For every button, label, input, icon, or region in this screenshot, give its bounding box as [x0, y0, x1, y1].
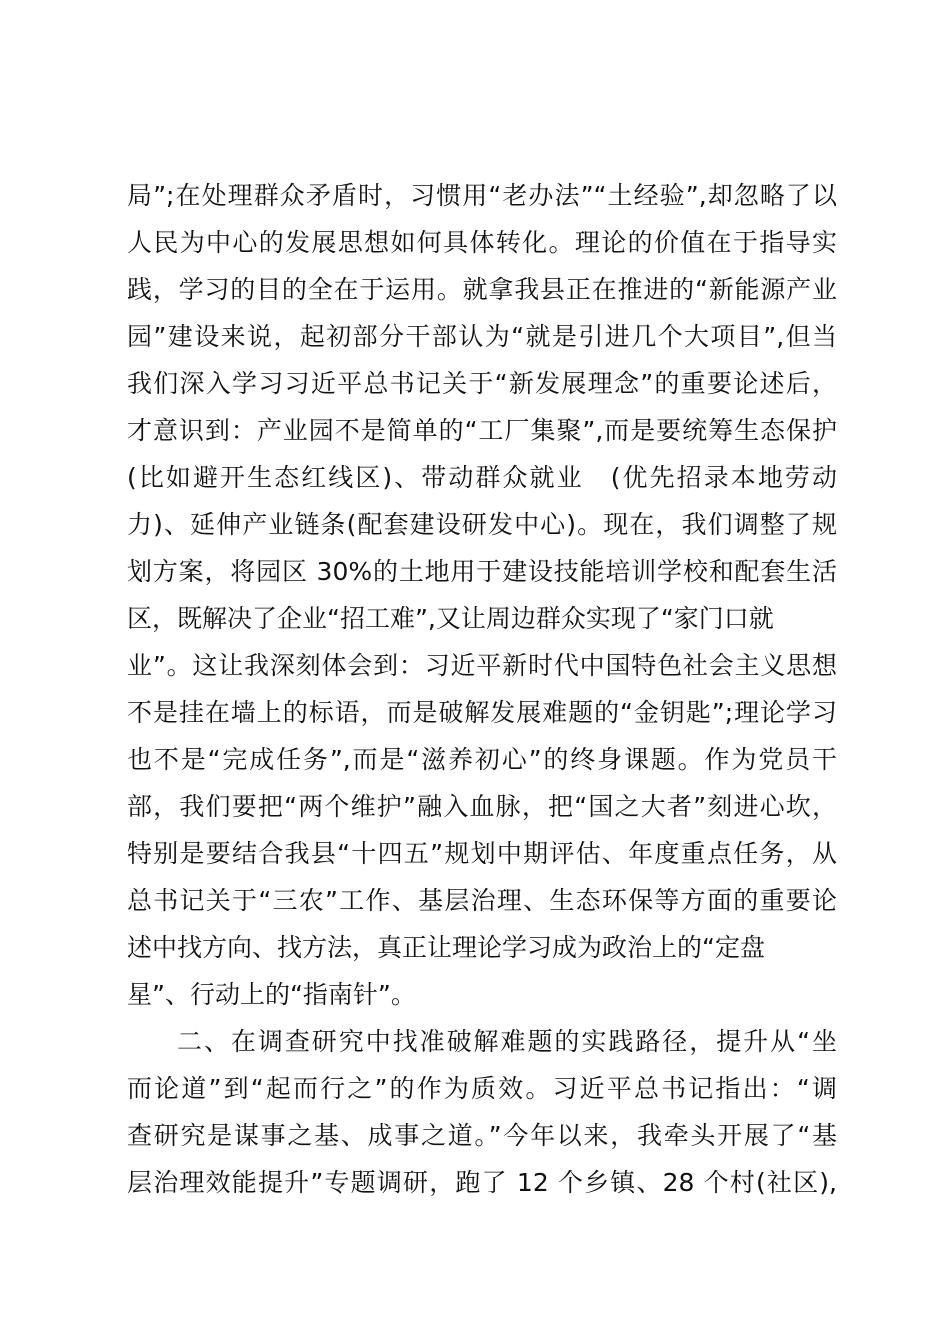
body-line: 述中找方向、找方法，真正让理论学习成为政治上的“定盘 — [127, 933, 765, 962]
body-line: 我们深入学习习近平总书记关于“新发展理念”的重要论述后， — [127, 369, 837, 398]
document-body — [127, 172, 837, 1206]
body-line: 而论道”到“起而行之”的作为质效。习近平总书记指出：“调 — [127, 1074, 837, 1103]
body-line: 局”;在处理群众矛盾时，习惯用“老办法”“土经验”,却忽略了以 — [127, 181, 837, 210]
body-line: 践，学习的目的全在于运用。就拿我县正在推进的“新能源产业 — [127, 275, 837, 304]
body-line: 也不是“完成任务”,而是“滋养初心”的终身课题。作为党员干 — [127, 745, 837, 774]
body-line: 园”建设来说，起初部分干部认为“就是引进几个大项目”,但当 — [127, 322, 837, 351]
section-heading-line: 二、在调查研究中找准破解难题的实践路径，提升从“坐 — [177, 1027, 837, 1056]
body-line: 特别是要结合我县“十四五”规划中期评估、年度重点任务，从 — [127, 839, 837, 868]
body-line: 部，我们要把“两个维护”融入血脉，把“国之大者”刻进心坎， — [127, 792, 837, 821]
body-line: 人民为中心的发展思想如何具体转化。理论的价值在于指导实 — [127, 228, 837, 257]
body-line: 星”、行动上的“指南针”。 — [127, 980, 416, 1009]
body-line: 才意识到：产业园不是简单的“工厂集聚”,而是要统筹生态保护 — [127, 416, 837, 445]
body-line: 总书记关于“三农”工作、基层治理、生态环保等方面的重要论 — [127, 886, 837, 915]
body-line: 力)、延伸产业链条(配套建设研发中心)。现在，我们调整了规 — [127, 510, 837, 539]
body-line: 业”。这让我深刻体会到：习近平新时代中国特色社会主义思想 — [127, 651, 837, 680]
body-line: 查研究是谋事之基、成事之道。”今年以来，我牵头开展了“基 — [127, 1121, 837, 1150]
body-line: 划方案，将园区 30%的土地用于建设技能培训学校和配套生活 — [127, 557, 837, 586]
body-line: 区，既解决了企业“招工难”,又让周边群众实现了“家门口就 — [127, 604, 774, 633]
body-line: (比如避开生态红线区)、带动群众就业 (优先招录本地劳动 — [127, 463, 837, 492]
body-line: 层治理效能提升”专题调研，跑了 12 个乡镇、28 个村(社区), — [127, 1168, 837, 1197]
body-line: 不是挂在墙上的标语，而是破解发展难题的“金钥匙”;理论学习 — [127, 698, 837, 727]
